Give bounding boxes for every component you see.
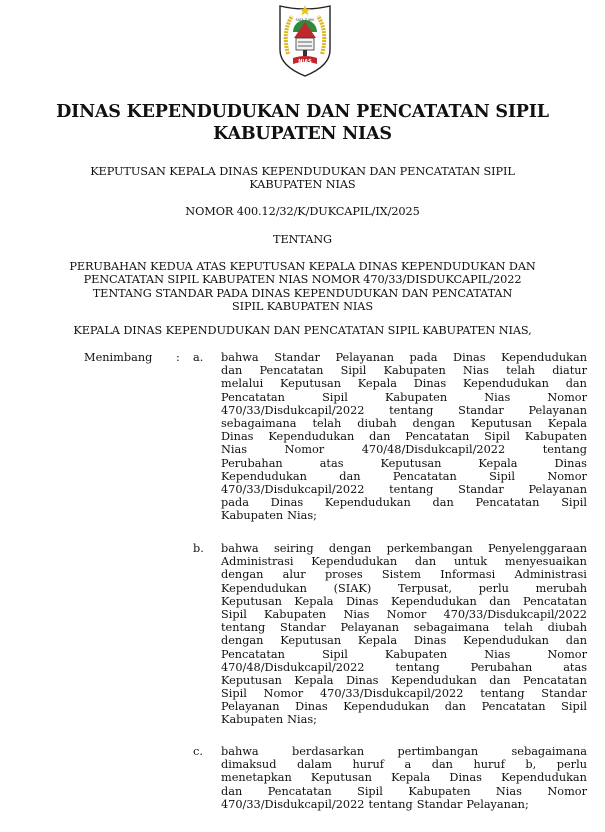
- decree-heading-line2: KABUPATEN NIAS: [249, 178, 356, 191]
- paragraph-line: Kependudukan (SIAK) Terpusat, perlu merubah: [221, 581, 587, 595]
- paragraph-line: Kependudukan dan Pencatatan Sipil Nomor: [221, 469, 587, 483]
- paragraph-line: bahwa seiring dengan perkembangan Penyelenggaraan: [221, 542, 587, 555]
- paragraph-line: menetapkan Keputusan Kepala Dinas Kependudukan: [221, 771, 587, 785]
- paragraph-line: 470/33/Disdukcapil/2022 tentang Standar Pelayanan: [221, 403, 587, 417]
- paragraph-line: Sipil Kabupaten Nias Nomor 470/33/Disdukcapil/2022: [221, 607, 587, 621]
- paragraph-line: dengan alur proses Sistem Informasi Administrasi: [221, 568, 587, 582]
- svg-text:NIAS: NIAS: [298, 59, 312, 65]
- decree-heading-line1: KEPUTUSAN KEPALA DINAS KEPENDUDUKAN DAN PENCATATAN SIPIL: [90, 165, 515, 178]
- paragraph-line: 470/33/Disdukcapil/2022 tentang Standar Pelayanan: [221, 482, 587, 496]
- paragraph-line: dengan Keputusan Kepala Dinas Kependudukan dan: [221, 634, 587, 648]
- paragraph-line: Kabupaten Nias;: [221, 509, 317, 523]
- paragraph-line: Keputusan Kepala Dinas Kependudukan dan Pencatatan: [221, 594, 587, 608]
- paragraph-line: Pencatatan Sipil Kabupaten Nias Nomor: [221, 390, 587, 404]
- item-marker: b.: [193, 542, 204, 555]
- regency-logo: [276, 2, 334, 78]
- paragraph-line: 470/48/Disdukcapil/2022 tentang Perubahan atas: [221, 660, 587, 674]
- paragraph-line: Kabupaten Nias;: [221, 713, 317, 727]
- considering-item-a: [221, 351, 587, 522]
- paragraph-line: Nias Nomor 470/48/Disdukcapil/2022 tentang: [221, 443, 587, 457]
- considering-item-b: [221, 542, 587, 727]
- decree-about: TENTANG: [273, 233, 332, 246]
- paragraph-line: dimaksud dalam huruf a dan huruf b, perlu: [221, 758, 587, 772]
- paragraph-line: Dinas Kependudukan dan Pencatatan Sipil Kabupaten: [221, 430, 587, 444]
- decree-subject-line: SIPIL KABUPATEN NIAS: [232, 300, 373, 313]
- considering-item-c: [221, 745, 587, 811]
- paragraph-line: Administrasi Kependudukan dan untuk menyesuaikan: [221, 555, 587, 569]
- decree-number: NOMOR 400.12/32/K/DUKCAPIL/IX/2025: [185, 205, 420, 218]
- paragraph-line: 470/33/Disdukcapil/2022 tentang Standar Pelayanan;: [221, 797, 529, 811]
- decree-subject-line: TENTANG STANDAR PADA DINAS KEPENDUDUKAN DAN PENCATATAN: [92, 287, 513, 300]
- decree-authority: KEPALA DINAS KEPENDUDUKAN DAN PENCATATAN SIPIL KABUPATEN NIAS,: [73, 324, 532, 337]
- agency-title-line1: DINAS KEPENDUDUKAN DAN PENCATATAN SIPIL: [56, 102, 549, 122]
- decree-subject-line: PENCATATAN SIPIL KABUPATEN NIAS NOMOR 470/33/DISDUKCAPIL/2022: [83, 273, 522, 286]
- paragraph-line: dan Pencatatan Sipil Kabupaten Nias Nomor: [221, 784, 587, 798]
- item-marker: c.: [193, 745, 203, 758]
- paragraph-line: dan Pencatatan Sipil Kabupaten Nias telah diatur: [221, 364, 587, 378]
- paragraph-line: Keputusan Kepala Dinas Kependudukan dan Pencatatan: [221, 673, 587, 687]
- paragraph-line: Pelayanan Dinas Kependudukan dan Pencatatan Sipil: [221, 700, 587, 714]
- decree-subject-line: PERUBAHAN KEDUA ATAS KEPUTUSAN KEPALA DINAS KEPENDUDUKAN DAN: [69, 260, 536, 273]
- agency-title-line2: KABUPATEN NIAS: [213, 124, 392, 144]
- paragraph-line: bahwa berdasarkan pertimbangan sebagaimana: [221, 745, 587, 758]
- paragraph-line: pada Dinas Kependudukan dan Pencatatan Sipil: [221, 496, 587, 510]
- paragraph-line: Pencatatan Sipil Kabupaten Nias Nomor: [221, 647, 587, 661]
- item-marker: a.: [193, 351, 204, 364]
- considering-colon: :: [176, 351, 180, 364]
- svg-text:SATA TUWU: SATA TUWU: [295, 18, 315, 22]
- considering-label: Menimbang: [84, 351, 153, 364]
- paragraph-line: Perubahan atas Keputusan Kepala Dinas: [221, 456, 587, 470]
- paragraph-line: melalui Keputusan Kepala Dinas Kependudukan dan: [221, 377, 587, 391]
- paragraph-line: Sipil Nomor 470/33/Disdukcapil/2022 tentang Standar: [221, 687, 587, 701]
- paragraph-line: sebagaimana telah diubah dengan Keputusan Kepala: [221, 416, 587, 430]
- paragraph-line: tentang Standar Pelayanan sebagaimana telah diubah: [221, 621, 587, 635]
- paragraph-line: bahwa Standar Pelayanan pada Dinas Kependudukan: [221, 351, 587, 364]
